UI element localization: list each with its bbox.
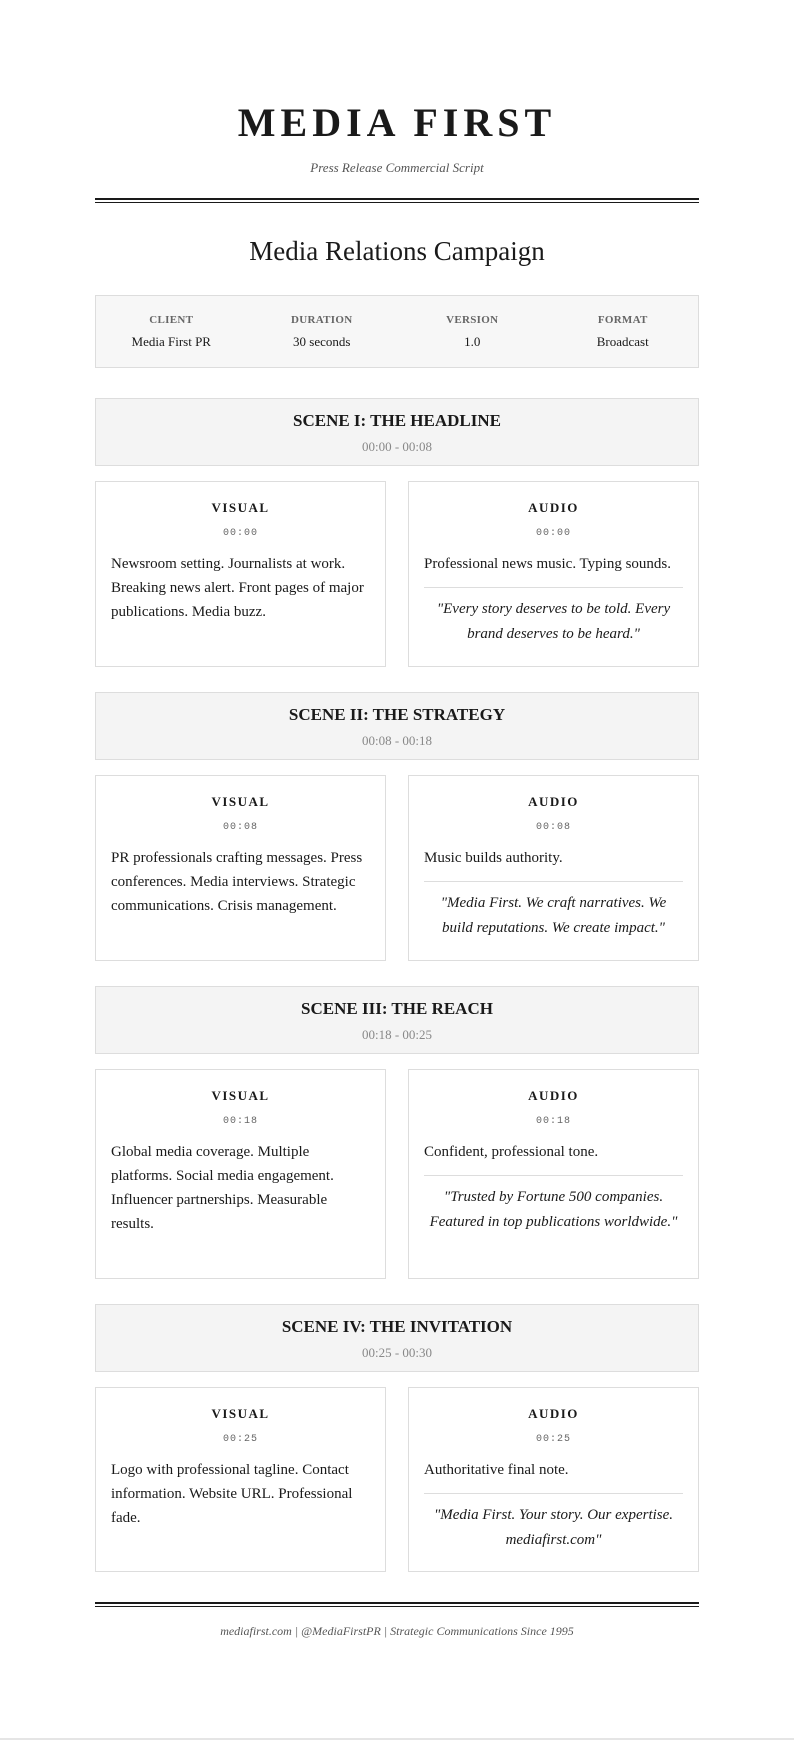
scene-4 — [95, 1304, 699, 1572]
scene-time-range: 00:18 - 00:25 — [361, 1027, 433, 1042]
audio-direction: Professional news music. Typing sounds. — [424, 556, 672, 572]
visual-label: VISUAL — [211, 500, 270, 515]
scene-columns — [95, 1069, 699, 1279]
scene-time-range: 00:00 - 00:08 — [361, 439, 433, 454]
document-footer — [95, 1602, 699, 1639]
meta-label: DURATION — [291, 314, 353, 326]
audio-direction: Music builds authority. — [424, 850, 563, 866]
audio-column — [408, 775, 699, 961]
voiceover-quote: "Every story deserves to be told. Every brand deserves to be heard." — [436, 601, 671, 642]
campaign-title: Media Relations Campaign — [249, 236, 545, 266]
script-page — [95, 0, 699, 1639]
visual-column — [95, 1069, 386, 1279]
meta-label: VERSION — [446, 314, 499, 326]
visual-label: VISUAL — [211, 1406, 270, 1421]
audio-divider — [424, 1493, 683, 1494]
visual-description: Logo with professional tagline. Contact information. Website URL. Professional fade. — [111, 1462, 353, 1526]
scene-columns — [95, 1387, 699, 1572]
visual-column — [95, 775, 386, 961]
scene-title: SCENE I: THE HEADLINE — [293, 411, 501, 430]
visual-timecode: 00:08 — [222, 822, 258, 833]
audio-divider — [424, 881, 683, 882]
scene-time-range: 00:25 - 00:30 — [361, 1345, 433, 1360]
footer-contact-line: mediafirst.com | @MediaFirstPR | Strategic Communications Since 1995 — [220, 1624, 574, 1638]
scene-title: SCENE II: THE STRATEGY — [288, 705, 506, 724]
voiceover-quote: "Media First. Your story. Our expertise. mediafirst.com" — [433, 1507, 674, 1548]
meta-label: CLIENT — [149, 314, 194, 326]
meta-info-panel — [95, 295, 699, 368]
audio-timecode: 00:08 — [535, 822, 571, 833]
visual-column — [95, 481, 386, 667]
meta-value: Media First PR — [131, 334, 211, 349]
audio-label: AUDIO — [528, 794, 579, 809]
visual-column — [95, 1387, 386, 1572]
voiceover-quote: "Media First. We craft narratives. We build reputations. We create impact." — [440, 895, 667, 936]
scene-time-range: 00:08 - 00:18 — [361, 733, 433, 748]
audio-label: AUDIO — [528, 500, 579, 515]
audio-timecode: 00:18 — [535, 1116, 571, 1127]
audio-timecode: 00:25 — [535, 1434, 571, 1445]
scene-1 — [95, 398, 699, 667]
scene-3 — [95, 986, 699, 1279]
visual-description: PR professionals crafting messages. Press conferences. Media interviews. Strategic communications. Crisis management. — [111, 850, 363, 914]
visual-label: VISUAL — [211, 1088, 270, 1103]
scene-title: SCENE IV: THE INVITATION — [281, 1317, 513, 1336]
audio-column — [408, 481, 699, 667]
scene-header — [95, 398, 699, 466]
audio-timecode: 00:00 — [535, 528, 571, 539]
audio-label: AUDIO — [528, 1406, 579, 1421]
scene-header — [95, 986, 699, 1054]
scene-columns — [95, 481, 699, 667]
visual-timecode: 00:18 — [222, 1116, 258, 1127]
audio-direction: Authoritative final note. — [424, 1462, 569, 1478]
meta-duration — [247, 313, 398, 350]
visual-description: Global media coverage. Multiple platforms. Social media engagement. Influencer partnerships. Measurable results. — [111, 1144, 334, 1232]
document-header — [95, 100, 699, 203]
visual-label: VISUAL — [211, 794, 270, 809]
audio-column — [408, 1387, 699, 1572]
scene-title: SCENE III: THE REACH — [301, 999, 493, 1018]
document-subtitle: Press Release Commercial Script — [310, 160, 484, 175]
audio-direction: Confident, professional tone. — [424, 1144, 599, 1160]
meta-value: 30 seconds — [293, 334, 351, 349]
meta-format — [548, 313, 699, 350]
audio-column — [408, 1069, 699, 1279]
audio-divider — [424, 587, 683, 588]
meta-value: Broadcast — [596, 334, 649, 349]
meta-client — [96, 313, 247, 350]
header-divider — [95, 198, 699, 203]
audio-divider — [424, 1175, 683, 1176]
scene-header — [95, 1304, 699, 1372]
brand-title: MEDIA FIRST — [237, 100, 557, 145]
voiceover-quote: "Trusted by Fortune 500 companies. Featured in top publications worldwide." — [429, 1189, 678, 1230]
meta-label: FORMAT — [597, 314, 648, 326]
meta-value: 1.0 — [464, 334, 481, 349]
scene-2 — [95, 692, 699, 961]
meta-version — [397, 313, 548, 350]
scene-header — [95, 692, 699, 760]
audio-label: AUDIO — [528, 1088, 579, 1103]
footer-divider — [95, 1602, 699, 1607]
visual-description: Newsroom setting. Journalists at work. Breaking news alert. Front pages of major publications. Media buzz. — [111, 556, 364, 620]
visual-timecode: 00:25 — [222, 1434, 258, 1445]
visual-timecode: 00:00 — [222, 528, 258, 539]
scene-columns — [95, 775, 699, 961]
